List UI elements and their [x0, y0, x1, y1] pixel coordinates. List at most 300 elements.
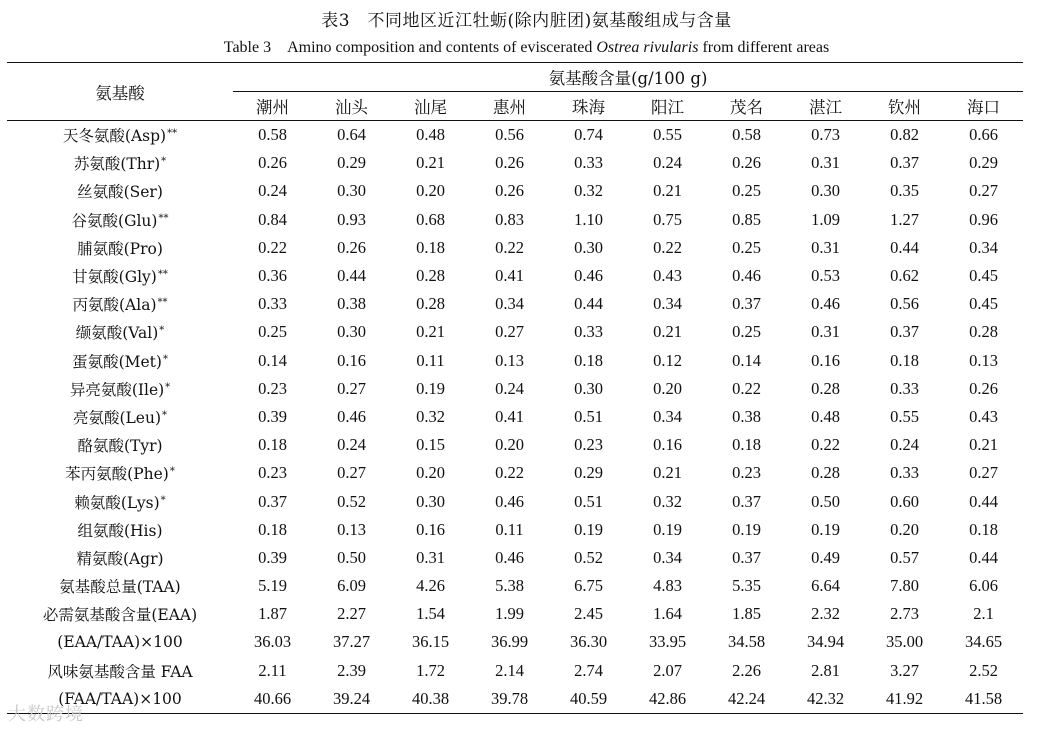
value-cell: 0.25: [258, 322, 287, 342]
value-cell: 2.32: [811, 604, 840, 624]
value-cell: 0.26: [495, 153, 524, 173]
row-label-cell: [7, 487, 233, 515]
value-cell: 0.21: [653, 463, 682, 483]
value-cell: 0.19: [416, 378, 445, 398]
row-label-cell: [7, 459, 233, 487]
value-cell: 0.51: [574, 406, 603, 426]
value-cell: 0.30: [337, 322, 366, 342]
value-cell: 0.19: [811, 519, 840, 539]
significance-mark: **: [158, 212, 169, 224]
value-cell: 0.18: [969, 519, 998, 539]
column-header: 汕头: [312, 92, 391, 121]
value-cell: 0.37: [732, 294, 761, 314]
value-cell: 1.87: [258, 604, 287, 624]
value-cell: 0.28: [416, 266, 445, 286]
value-cell: 0.11: [495, 519, 524, 539]
value-cell: 0.46: [574, 266, 603, 286]
value-cell: 0.32: [416, 406, 445, 426]
table-row: [7, 516, 1023, 544]
significance-mark: *: [162, 409, 168, 421]
significance-mark: **: [157, 269, 168, 281]
row-label-cell: [7, 121, 233, 150]
value-cell: 0.38: [732, 406, 761, 426]
amino-acid-name: 风味氨基酸含量 FAA: [47, 662, 193, 681]
value-cell: 0.34: [653, 294, 682, 314]
amino-acid-name: 氨基酸总量(TAA): [59, 578, 181, 597]
value-cell: 0.41: [495, 406, 524, 426]
value-cell: 0.58: [258, 125, 287, 145]
value-cell: 0.58: [732, 125, 761, 145]
value-cell: 0.14: [732, 350, 761, 370]
value-cell: 0.68: [416, 209, 445, 229]
value-cell: 0.26: [732, 153, 761, 173]
significance-mark: *: [159, 325, 165, 337]
value-cell: 0.19: [653, 519, 682, 539]
value-cell: 0.44: [969, 547, 998, 567]
value-cell: 39.78: [470, 685, 549, 714]
value-cell: 2.45: [574, 604, 603, 624]
value-cell: 2.07: [653, 660, 682, 680]
caption-en-prefix: Table 3 Amino composition and contents of eviscerated: [223, 39, 597, 56]
value-cell: 0.49: [811, 547, 840, 567]
value-cell: 1.27: [890, 209, 919, 229]
value-cell: 1.09: [811, 209, 840, 229]
table-row: [7, 657, 1023, 685]
row-label-cell: [7, 375, 233, 403]
amino-acid-name: 亮氨酸(Leu): [72, 408, 162, 427]
value-cell: 4.83: [653, 576, 682, 596]
amino-acid-name: (FAA/TAA)×100: [58, 689, 182, 708]
value-cell: 0.23: [732, 463, 761, 483]
value-cell: 2.26: [732, 660, 761, 680]
value-cell: 0.24: [890, 435, 919, 455]
significance-mark: *: [162, 353, 168, 365]
value-cell: 37.27: [332, 632, 371, 652]
row-label-cell: [7, 572, 233, 600]
amino-acid-name: 天冬氨酸(Asp): [62, 127, 167, 146]
value-cell: 40.59: [549, 685, 628, 714]
value-cell: 0.18: [258, 519, 287, 539]
row-label-cell: [7, 431, 233, 459]
table-row: [7, 177, 1023, 205]
value-cell: 2.14: [495, 660, 524, 680]
row-label-cell: [7, 657, 233, 685]
value-cell: 0.13: [969, 350, 998, 370]
value-cell: 0.13: [337, 519, 366, 539]
value-cell: 0.64: [337, 125, 366, 145]
value-cell: 0.29: [337, 153, 366, 173]
value-cell: 0.73: [811, 125, 840, 145]
row-label-cell: [7, 318, 233, 346]
value-cell: 2.27: [337, 604, 366, 624]
row-label-cell: [7, 177, 233, 205]
value-cell: 0.48: [811, 406, 840, 426]
value-cell: 0.46: [495, 491, 524, 511]
value-cell: 0.43: [969, 406, 998, 426]
value-cell: 0.21: [653, 181, 682, 201]
value-cell: 0.16: [416, 519, 445, 539]
row-label-cell: [7, 403, 233, 431]
value-cell: 6.09: [337, 576, 366, 596]
amino-acid-name: 甘氨酸(Gly): [72, 268, 157, 287]
value-cell: 0.75: [653, 209, 682, 229]
value-cell: 0.27: [337, 378, 366, 398]
amino-acid-name: 精氨酸(Agr): [76, 549, 164, 568]
value-cell: 0.74: [574, 125, 603, 145]
value-cell: 0.46: [732, 266, 761, 286]
value-cell: 2.73: [890, 604, 919, 624]
value-cell: 0.26: [495, 181, 524, 201]
value-cell: 0.51: [574, 491, 603, 511]
amino-acid-name: 苯丙氨酸(Phe): [65, 465, 169, 484]
value-cell: 36.15: [411, 632, 450, 652]
table-row: [7, 234, 1023, 262]
value-cell: 0.27: [495, 322, 524, 342]
table-caption-en: [0, 34, 1053, 57]
value-cell: 4.26: [416, 576, 445, 596]
value-cell: 6.75: [574, 576, 603, 596]
value-cell: 0.55: [890, 406, 919, 426]
value-cell: 0.34: [495, 294, 524, 314]
value-cell: 0.26: [969, 378, 998, 398]
value-cell: 0.46: [495, 547, 524, 567]
value-cell: 2.52: [969, 660, 998, 680]
row-header-amino-acid: 氨基酸: [7, 63, 233, 121]
table-row: [7, 121, 1023, 150]
value-cell: 0.22: [495, 237, 524, 257]
value-cell: 0.34: [653, 406, 682, 426]
table-row: [7, 600, 1023, 628]
value-cell: 0.34: [969, 237, 998, 257]
value-cell: 0.20: [890, 519, 919, 539]
value-cell: 2.74: [574, 660, 603, 680]
value-cell: 0.18: [890, 350, 919, 370]
value-cell: 0.31: [811, 237, 840, 257]
value-cell: 0.44: [890, 237, 919, 257]
value-cell: 42.86: [628, 685, 707, 714]
value-cell: 0.32: [653, 491, 682, 511]
value-cell: 0.21: [653, 322, 682, 342]
value-cell: 0.24: [495, 378, 524, 398]
value-cell: 0.12: [653, 350, 682, 370]
value-cell: 0.33: [890, 463, 919, 483]
value-cell: 0.19: [574, 519, 603, 539]
significance-mark: *: [161, 156, 167, 168]
value-cell: 0.22: [732, 378, 761, 398]
value-cell: 0.22: [811, 435, 840, 455]
value-cell: 0.15: [416, 435, 445, 455]
row-label-cell: [7, 206, 233, 234]
table-row: [7, 431, 1023, 459]
value-cell: 0.36: [258, 266, 287, 286]
value-cell: 0.57: [890, 547, 919, 567]
value-cell: 34.58: [727, 632, 766, 652]
value-cell: 0.62: [890, 266, 919, 286]
value-cell: 0.18: [574, 350, 603, 370]
value-cell: 2.1: [973, 604, 994, 624]
value-cell: 7.80: [890, 576, 919, 596]
value-cell: 0.31: [811, 322, 840, 342]
amino-acid-name: 组氨酸(His): [77, 521, 163, 540]
caption-en-species: Ostrea rivularis: [596, 39, 699, 56]
value-cell: 5.35: [732, 576, 761, 596]
value-cell: 0.29: [969, 153, 998, 173]
value-cell: 0.25: [732, 322, 761, 342]
column-header: 钦州: [865, 92, 944, 121]
span-header-content: 氨基酸含量(g/100 g): [233, 63, 1023, 92]
value-cell: 0.20: [416, 463, 445, 483]
value-cell: 0.16: [337, 350, 366, 370]
value-cell: 40.66: [233, 685, 312, 714]
value-cell: 0.30: [337, 181, 366, 201]
value-cell: 0.20: [495, 435, 524, 455]
value-cell: 34.94: [806, 632, 845, 652]
value-cell: 0.28: [811, 463, 840, 483]
value-cell: 0.37: [258, 491, 287, 511]
table-row: [7, 403, 1023, 431]
row-label-cell: [7, 516, 233, 544]
value-cell: 0.48: [416, 125, 445, 145]
value-cell: 0.30: [574, 237, 603, 257]
value-cell: 0.32: [574, 181, 603, 201]
value-cell: 0.83: [495, 209, 524, 229]
value-cell: 0.50: [811, 491, 840, 511]
value-cell: 0.37: [890, 322, 919, 342]
amino-acid-name: 谷氨酸(Glu): [71, 211, 158, 230]
row-label-cell: [7, 234, 233, 262]
value-cell: 0.27: [969, 463, 998, 483]
table-row: [7, 347, 1023, 375]
column-header: 惠州: [470, 92, 549, 121]
value-cell: 0.26: [337, 237, 366, 257]
row-label-cell: [7, 262, 233, 290]
value-cell: 42.24: [707, 685, 786, 714]
row-label-cell: [7, 347, 233, 375]
value-cell: 1.64: [653, 604, 682, 624]
value-cell: 41.92: [865, 685, 944, 714]
table-row: [7, 318, 1023, 346]
column-header: 茂名: [707, 92, 786, 121]
value-cell: 5.19: [258, 576, 287, 596]
value-cell: 0.39: [258, 406, 287, 426]
value-cell: 0.52: [337, 491, 366, 511]
value-cell: 0.45: [969, 294, 998, 314]
amino-acid-name: 缬氨酸(Val): [75, 324, 159, 343]
value-cell: 0.33: [574, 322, 603, 342]
table-row: [7, 149, 1023, 177]
value-cell: 0.44: [969, 491, 998, 511]
value-cell: 0.24: [337, 435, 366, 455]
value-cell: 0.25: [732, 237, 761, 257]
value-cell: 0.16: [811, 350, 840, 370]
column-header: 海口: [944, 92, 1023, 121]
value-cell: 0.30: [811, 181, 840, 201]
value-cell: 0.22: [653, 237, 682, 257]
amino-acid-name: 异亮氨酸(Ile): [69, 380, 165, 399]
value-cell: 0.31: [416, 547, 445, 567]
significance-mark: **: [157, 297, 168, 309]
value-cell: 0.96: [969, 209, 998, 229]
value-cell: 0.39: [258, 547, 287, 567]
value-cell: 0.33: [890, 378, 919, 398]
value-cell: 0.16: [653, 435, 682, 455]
value-cell: 0.27: [969, 181, 998, 201]
value-cell: 2.11: [258, 660, 287, 680]
column-header: 汕尾: [391, 92, 470, 121]
value-cell: 0.24: [258, 181, 287, 201]
value-cell: 0.53: [811, 266, 840, 286]
amino-acid-name: 必需氨基酸含量(EAA): [42, 606, 198, 625]
value-cell: 34.65: [964, 632, 1003, 652]
value-cell: 0.44: [337, 266, 366, 286]
significance-mark: *: [160, 494, 166, 506]
value-cell: 2.81: [811, 660, 840, 680]
value-cell: 1.72: [416, 660, 445, 680]
value-cell: 0.18: [732, 435, 761, 455]
amino-acid-name: 丝氨酸(Ser): [77, 183, 163, 202]
value-cell: 0.27: [337, 463, 366, 483]
value-cell: 0.11: [416, 350, 445, 370]
value-cell: 0.56: [890, 294, 919, 314]
table-row: [7, 544, 1023, 572]
table-row: [7, 572, 1023, 600]
column-header: 珠海: [549, 92, 628, 121]
value-cell: 0.82: [890, 125, 919, 145]
amino-acid-name: 苏氨酸(Thr): [73, 155, 161, 174]
value-cell: 0.45: [969, 266, 998, 286]
amino-acid-table: [7, 62, 1023, 714]
value-cell: 1.54: [416, 604, 445, 624]
value-cell: 0.33: [258, 294, 287, 314]
column-header: 湛江: [786, 92, 865, 121]
amino-acid-name: 丙氨酸(Ala): [72, 296, 157, 315]
value-cell: 35.00: [885, 632, 924, 652]
significance-mark: *: [165, 381, 171, 393]
table-row: [7, 375, 1023, 403]
amino-acid-name: 蛋氨酸(Met): [72, 352, 162, 371]
value-cell: 42.32: [786, 685, 865, 714]
value-cell: 0.30: [574, 378, 603, 398]
table-row: [7, 685, 1023, 714]
value-cell: 0.23: [258, 463, 287, 483]
value-cell: 5.38: [495, 576, 524, 596]
caption-en-suffix: from different areas: [698, 39, 830, 56]
row-label-cell: [7, 600, 233, 628]
table-row: [7, 290, 1023, 318]
value-cell: 0.60: [890, 491, 919, 511]
value-cell: 0.85: [732, 209, 761, 229]
row-label-cell: [7, 290, 233, 318]
value-cell: 0.23: [574, 435, 603, 455]
value-cell: 0.30: [416, 491, 445, 511]
value-cell: 0.28: [811, 378, 840, 398]
value-cell: 0.37: [732, 491, 761, 511]
value-cell: 0.18: [416, 237, 445, 257]
value-cell: 6.64: [811, 576, 840, 596]
table-row: [7, 459, 1023, 487]
value-cell: 0.38: [337, 294, 366, 314]
value-cell: 0.28: [969, 322, 998, 342]
table-row: [7, 487, 1023, 515]
value-cell: 0.21: [416, 322, 445, 342]
row-label-cell: [7, 544, 233, 572]
value-cell: 3.27: [890, 660, 919, 680]
value-cell: 0.55: [653, 125, 682, 145]
value-cell: 0.84: [258, 209, 287, 229]
value-cell: 0.43: [653, 266, 682, 286]
value-cell: 36.99: [490, 632, 529, 652]
value-cell: 0.29: [574, 463, 603, 483]
amino-acid-name: 赖氨酸(Lys): [74, 493, 160, 512]
value-cell: 0.44: [574, 294, 603, 314]
value-cell: 0.22: [258, 237, 287, 257]
value-cell: 0.56: [495, 125, 524, 145]
value-cell: 6.06: [969, 576, 998, 596]
value-cell: 0.34: [653, 547, 682, 567]
value-cell: 41.58: [944, 685, 1023, 714]
value-cell: 0.23: [258, 378, 287, 398]
value-cell: 1.10: [574, 209, 603, 229]
value-cell: 0.14: [258, 350, 287, 370]
table-caption-cn: 表3 不同地区近江牡蛎(除内脏团)氨基酸组成与含量: [321, 11, 732, 31]
value-cell: 0.46: [337, 406, 366, 426]
value-cell: 0.35: [890, 181, 919, 201]
row-label-cell: [7, 628, 233, 656]
value-cell: 0.21: [969, 435, 998, 455]
value-cell: 39.24: [312, 685, 391, 714]
significance-mark: *: [169, 466, 175, 478]
value-cell: 40.38: [391, 685, 470, 714]
value-cell: 0.31: [811, 153, 840, 173]
value-cell: 0.46: [811, 294, 840, 314]
value-cell: 0.20: [653, 378, 682, 398]
value-cell: 0.93: [337, 209, 366, 229]
value-cell: 0.37: [890, 153, 919, 173]
amino-acid-name: 脯氨酸(Pro): [77, 239, 163, 258]
value-cell: 0.50: [337, 547, 366, 567]
value-cell: 33.95: [648, 632, 687, 652]
amino-acid-name: (EAA/TAA)×100: [57, 633, 183, 652]
value-cell: 0.19: [732, 519, 761, 539]
table-row: [7, 206, 1023, 234]
value-cell: 0.13: [495, 350, 524, 370]
value-cell: 36.03: [253, 632, 292, 652]
value-cell: 0.66: [969, 125, 998, 145]
value-cell: 0.18: [258, 435, 287, 455]
value-cell: 2.39: [337, 660, 366, 680]
value-cell: 1.85: [732, 604, 761, 624]
value-cell: 0.37: [732, 547, 761, 567]
value-cell: 0.25: [732, 181, 761, 201]
column-header: 阳江: [628, 92, 707, 121]
amino-acid-name: 酪氨酸(Tyr): [77, 437, 163, 456]
table-row: [7, 262, 1023, 290]
value-cell: 0.28: [416, 294, 445, 314]
value-cell: 36.30: [569, 632, 608, 652]
column-header: 潮州: [233, 92, 312, 121]
value-cell: 0.21: [416, 153, 445, 173]
watermark-text: 大数跨境: [8, 704, 84, 725]
row-label-cell: [7, 149, 233, 177]
value-cell: 0.26: [258, 153, 287, 173]
value-cell: 0.33: [574, 153, 603, 173]
value-cell: 1.99: [495, 604, 524, 624]
significance-mark: **: [167, 128, 178, 140]
value-cell: 0.22: [495, 463, 524, 483]
value-cell: 0.20: [416, 181, 445, 201]
value-cell: 0.52: [574, 547, 603, 567]
table-row: [7, 628, 1023, 656]
